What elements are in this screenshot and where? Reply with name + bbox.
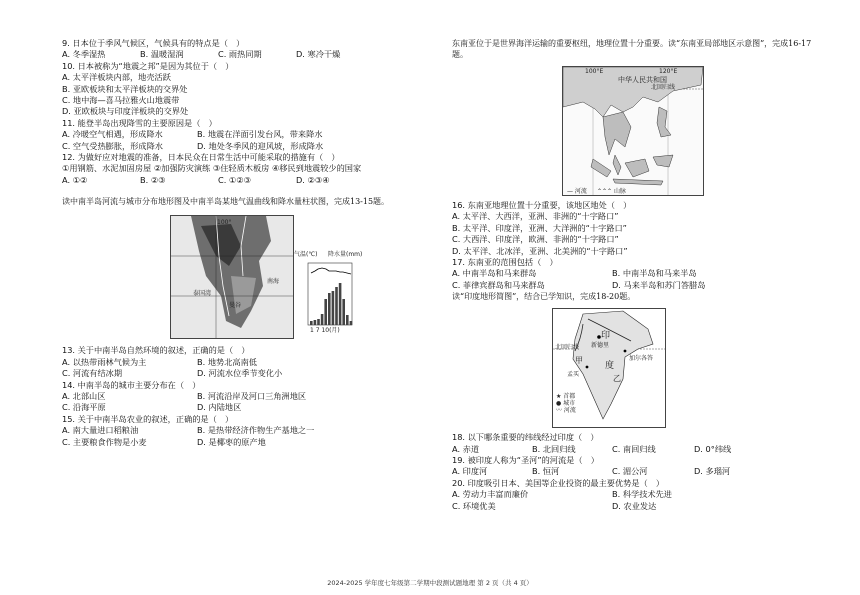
map3-char-du: 度 xyxy=(605,361,615,372)
q13-option-b: B. 地势北高南低 xyxy=(197,356,257,367)
map2-legend-mountain: ⌃⌃⌃ 山脉 xyxy=(597,188,627,195)
q9-option-c: C. 雨热同期 xyxy=(218,49,262,60)
q17-stem: 17. 东南亚的范围包括（ ） xyxy=(452,257,558,268)
map3-tropic-label: 北回归线 xyxy=(555,344,580,352)
q10-option-d: D. 亚欧板块与印度洋板块的交界处 xyxy=(62,106,189,117)
q15-option-b: B. 是热带经济作物生产基地之一 xyxy=(197,425,315,436)
legend-city-text: 城市 xyxy=(563,400,576,408)
q10-option-a: A. 太平洋板块内部，地壳活跃 xyxy=(62,72,171,83)
q17-option-a: A. 中南半岛和马来群岛 xyxy=(452,268,537,279)
q9-option-b: B. 温暖湿润 xyxy=(140,49,184,60)
map1-city-bangkok: 曼谷 xyxy=(229,302,242,310)
temperature-line xyxy=(311,268,351,274)
q13-option-d: D. 河流水位季节变化小 xyxy=(197,368,283,379)
q11-stem: 11. 能登半岛出现降雪的主要原因是（ ） xyxy=(62,117,217,128)
figure-indochina xyxy=(62,215,437,340)
legend-river-text: 河流 xyxy=(574,188,587,195)
q19-stem: 19. 被印度人称为“圣河”的河流是（ ） xyxy=(452,455,599,466)
map2-tropic-label: 北回归线 xyxy=(651,84,676,91)
page-footer: 2024-2025 学年度七年级第二学期中段测试题地理 第 2 页（共 4 页） xyxy=(327,579,533,587)
q15-option-d: D. 是椰枣的原产地 xyxy=(197,436,266,447)
q15-option-c: C. 主要粮食作物是小麦 xyxy=(62,436,147,447)
q19-option-d: D. 多瑙河 xyxy=(694,466,731,477)
q16-option-d: D. 太平洋、北冰洋，亚洲、北美洲的“十字路口” xyxy=(452,245,628,256)
q9-options xyxy=(62,49,437,60)
q18-stem: 18. 以下哪条重要的纬线经过印度（ ） xyxy=(452,432,599,443)
q14-option-c: C. 沿海平原 xyxy=(62,402,106,413)
q9-option-a: A. 冬季湿热 xyxy=(62,49,106,60)
q11-option-a: A. 冷暖空气相遇，形成降水 xyxy=(62,129,163,140)
q14-option-b: B. 河流沿岸及河口三角洲地区 xyxy=(197,390,307,401)
legend-mountain-text: 山脉 xyxy=(614,188,627,195)
map3-legend-capital: ★ 首都 xyxy=(556,393,576,401)
q11-option-d: D. 地处冬季风的迎风坡，形成降水 xyxy=(197,140,324,151)
india-map xyxy=(552,308,666,428)
q13-option-c: C. 河流有结冰期 xyxy=(62,368,123,379)
q16-option-c: C. 大西洋、印度洋，欧洲、非洲的“十字路口” xyxy=(452,234,619,245)
map3-char-yin: 印 xyxy=(601,331,611,342)
q10-option-b: B. 亚欧板块和太平洋板块的交界处 xyxy=(62,83,188,94)
precip-bars xyxy=(310,283,352,325)
climate-ylabel-left: 气温(℃) xyxy=(294,251,318,259)
map1-lon-label: 100° xyxy=(217,219,232,227)
q18-option-b: B. 北回归线 xyxy=(532,443,576,454)
q12-stem: 12. 为做好应对地震的准备，日本民众在日常生活中可能采取的措施有（ ） xyxy=(62,152,340,163)
left-column xyxy=(62,38,437,448)
map1-sea-label: 南海 xyxy=(267,278,280,286)
q13-stem: 13. 关于中南半岛自然环境的叙述，正确的是（ ） xyxy=(62,345,250,356)
q12-option-b: B. ②③ xyxy=(140,174,166,185)
q19-options xyxy=(452,466,820,477)
q15-options xyxy=(62,425,437,448)
q18-options xyxy=(452,444,820,455)
legend-capital-text: 首都 xyxy=(563,393,576,401)
q14-option-d: D. 内陆地区 xyxy=(197,402,242,413)
q15-stem: 15. 关于中南半岛农业的叙述，正确的是（ ） xyxy=(62,413,234,424)
legend-river3-text: 河流 xyxy=(563,407,576,415)
map2-lon1: 100°E xyxy=(585,68,604,75)
climate-chart xyxy=(294,251,363,337)
q19-option-b: B. 恒河 xyxy=(532,466,560,477)
section-intro-18-20: 读“印度地形简图”，结合已学知识，完成18-20题。 xyxy=(452,292,636,302)
q14-stem: 14. 中南半岛的城市主要分布在（ ） xyxy=(62,379,201,390)
q16-option-b: B. 太平洋、印度洋，亚洲、大洋洲的“十字路口” xyxy=(452,222,627,233)
q11-option-c: C. 空气受热膨胀，形成降水 xyxy=(62,140,163,151)
q12-option-d: D. ②③④ xyxy=(296,174,330,185)
q17-option-b: B. 中南半岛和马来半岛 xyxy=(612,268,697,279)
q20-options xyxy=(452,489,820,512)
q13-option-a: A. 以热带雨林气候为主 xyxy=(62,356,147,367)
q17-options xyxy=(452,268,820,291)
q10-stem: 10. 日本被称为“地震之邦”是因为其位于（ ） xyxy=(62,60,234,71)
indochina-terrain-map xyxy=(170,215,294,339)
map3-label-yi: 乙 xyxy=(613,374,621,384)
q9-option-d: D. 寒冷干燥 xyxy=(296,49,341,60)
q19-option-a: A. 印度河 xyxy=(452,466,488,477)
map2-lon2: 120°E xyxy=(659,68,678,75)
q20-option-c: C. 环境优美 xyxy=(452,500,496,511)
q11-option-b: B. 地震在洋面引发台风，带来降水 xyxy=(197,129,323,140)
southeast-asia-map xyxy=(562,66,704,196)
section-intro-13-15: 读中南半岛河流与城市分布地形图及中南半岛某地气温曲线和降水量柱状图，完成13-15题。 xyxy=(62,197,390,207)
map3-legend-river: 〰 河流 xyxy=(556,407,576,415)
q16-option-a: A. 太平洋、大西洋，亚洲、非洲的“十字路口” xyxy=(452,211,619,222)
q9-stem: 9. 日本位于季风气候区，气候具有的特点是（ ） xyxy=(62,38,245,48)
q17-option-d: D. 马来半岛和苏门答腊岛 xyxy=(612,279,706,290)
q12-option-a: A. ①② xyxy=(62,174,88,185)
right-column xyxy=(452,38,820,512)
q12-statement: ①用钢筋、水泥加固房屋 ②加强防灾演练 ③住轻质木板房 ④移民到地震较少的国家 xyxy=(62,163,362,174)
q18-option-a: A. 赤道 xyxy=(452,443,480,454)
q20-option-d: D. 农业发达 xyxy=(612,500,657,511)
q14-options xyxy=(62,391,437,414)
q16-stem: 16. 东南亚地理位置十分重要，该地区地处（ ） xyxy=(452,200,632,210)
q19-option-c: C. 湄公河 xyxy=(612,466,648,477)
q20-option-a: A. 劳动力丰富而廉价 xyxy=(452,489,529,500)
map3-label-jia: 甲 xyxy=(575,356,583,366)
map3-city-delhi: 新德里 xyxy=(591,342,610,350)
q17-option-c: C. 菲律宾群岛和马来群岛 xyxy=(452,279,545,290)
map3-legend xyxy=(556,393,576,414)
climate-ylabel-right: 降水量(mm) xyxy=(328,251,363,259)
q12-options xyxy=(62,175,437,186)
section-intro-16-17: 东南亚位于是世界海洋运输的重要枢纽，地理位置十分重要。读“东南亚局部地区示意图”，完成16-17题。 xyxy=(452,39,812,59)
q15-option-a: A. 南大量进口稻粮油 xyxy=(62,425,139,436)
map3-city-kolkata: 加尔各答 xyxy=(629,355,654,363)
q11-options xyxy=(62,129,437,152)
q13-options xyxy=(62,357,437,380)
map2-country-label: 中华人民共和国 xyxy=(618,76,667,84)
q20-stem: 20. 印度吸引日本、美国等企业投资的最主要优势是（ ） xyxy=(452,477,665,488)
q10-option-c: C. 地中海—喜马拉雅火山地震带 xyxy=(62,95,180,106)
q18-option-c: C. 南回归线 xyxy=(612,443,656,454)
q12-option-c: C. ①②③ xyxy=(218,174,251,185)
map3-city-mumbai: 孟买 xyxy=(567,371,580,379)
map2-legend-river: — 河流 xyxy=(567,188,587,195)
q18-option-d: D. 0°纬线 xyxy=(694,443,732,454)
climate-xlabel: 1 7 10(月) xyxy=(310,327,340,335)
q14-option-a: A. 北部山区 xyxy=(62,390,106,401)
map3-legend-city: ● 城市 xyxy=(556,400,576,408)
q20-option-b: B. 科学技术先进 xyxy=(612,489,672,500)
map1-gulf-label: 泰国湾 xyxy=(193,290,212,298)
